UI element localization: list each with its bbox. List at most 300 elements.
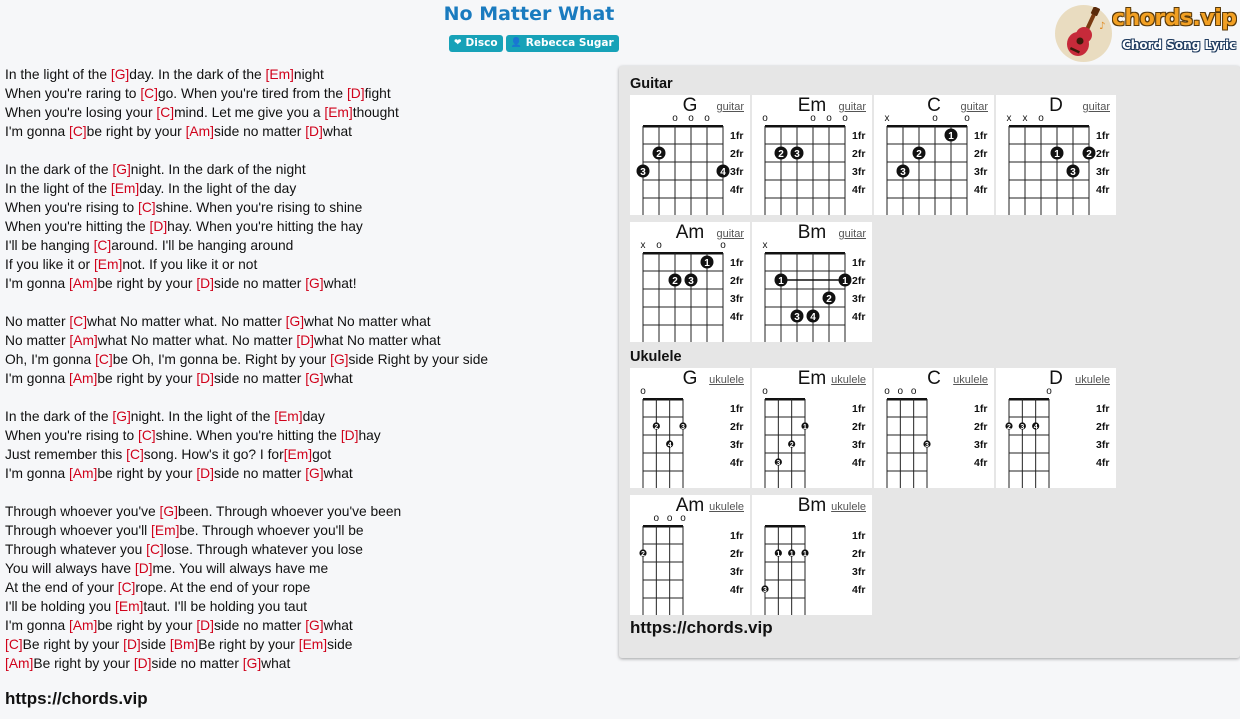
lyric-text: go. When you're tired from the	[157, 86, 347, 101]
instrument-link[interactable]: ukulele	[831, 501, 866, 513]
lyric-text: In the dark of the	[5, 409, 113, 424]
fret-label: 1fr	[974, 130, 988, 142]
instrument-link[interactable]: guitar	[716, 101, 744, 113]
fret-label: 4fr	[852, 311, 866, 323]
open-string-mark: o	[932, 113, 938, 124]
lyric-line	[5, 445, 615, 464]
chord-link[interactable]: [G]	[285, 314, 305, 329]
chord-link[interactable]: [D]	[196, 371, 214, 386]
ukulele-chord-card-am	[630, 495, 750, 615]
lyrics-block	[5, 65, 615, 673]
chord-link[interactable]: [Em]	[298, 637, 328, 652]
instrument-link[interactable]: ukulele	[1075, 374, 1110, 386]
fret-label: 4fr	[852, 184, 866, 196]
lyric-line	[5, 578, 615, 597]
open-string-mark: o	[656, 240, 662, 251]
lyric-text: what!	[323, 276, 357, 291]
open-string-mark: o	[1038, 113, 1044, 124]
artist-badge[interactable]	[506, 35, 619, 52]
lyric-text: night	[293, 67, 324, 82]
chord-link[interactable]: [C]	[138, 428, 156, 443]
finger-number: 3	[776, 459, 781, 467]
lyric-text: mind. Let me give you a	[174, 105, 325, 120]
fret-label: 3fr	[852, 566, 866, 578]
fret-label: 3fr	[1096, 439, 1110, 451]
lyric-text: be right by your	[97, 371, 197, 386]
ukulele-chord-card-em	[752, 368, 872, 488]
chord-link[interactable]: [D]	[196, 276, 214, 291]
lyric-text: In the dark of the	[5, 162, 113, 177]
lyric-text: When you're losing your	[5, 105, 157, 120]
lyric-text: side no matter	[213, 371, 306, 386]
fret-label: 2fr	[730, 275, 744, 287]
fret-label: 2fr	[974, 148, 988, 160]
fret-label: 2fr	[852, 275, 866, 287]
fret-label: 3fr	[730, 566, 744, 578]
lyric-text: what	[323, 466, 353, 481]
lyric-text: side no matter	[151, 656, 243, 671]
finger-number: 2	[672, 276, 678, 287]
chord-link[interactable]: [D]	[296, 333, 315, 348]
chord-link[interactable]: [G]	[305, 618, 324, 633]
fret-label: 4fr	[730, 184, 744, 196]
chord-link[interactable]: [D]	[305, 124, 323, 139]
finger-number: 3	[688, 276, 694, 287]
chord-link[interactable]: [G]	[112, 162, 131, 177]
chord-link[interactable]: [C]	[126, 447, 144, 462]
open-string-mark: o	[666, 513, 673, 524]
fret-label: 2fr	[1096, 148, 1110, 160]
lyric-text: what No matter what. No matter	[87, 314, 286, 329]
chord-link[interactable]: [G]	[305, 276, 324, 291]
fret-label: 3fr	[730, 439, 744, 451]
lyric-text: around. I'll be hanging around	[111, 238, 294, 253]
guitar-chord-card-c	[874, 95, 994, 215]
lyric-text: side no matter	[213, 618, 306, 633]
lyric-line	[5, 464, 615, 483]
chord-name: Em	[797, 368, 827, 389]
chord-link[interactable]: [D]	[196, 618, 214, 633]
site-logo[interactable]	[1054, 3, 1237, 63]
lyric-text: been. Through whoever you've been	[177, 504, 402, 519]
lyric-text: I'm gonna	[5, 124, 69, 139]
lyric-text: be right by your	[86, 124, 186, 139]
chord-link[interactable]: [D]	[340, 428, 359, 443]
user-icon: 👤	[510, 38, 522, 48]
fret-label: 3fr	[852, 439, 866, 451]
lyric-text: be Oh, I'm gonna be. Right by your	[112, 352, 331, 367]
lyric-text: side Right by your side	[348, 352, 489, 367]
finger-number: 3	[763, 586, 767, 594]
lyric-text: day	[302, 409, 325, 424]
chord-name: D	[1049, 95, 1063, 116]
lyric-gap	[5, 388, 615, 407]
open-string-mark: o	[842, 113, 848, 124]
finger-number: 2	[1007, 423, 1011, 431]
lyric-text: When you're raring to	[5, 86, 141, 101]
lyric-text: I'll be holding you	[5, 599, 116, 614]
lyric-line	[5, 312, 615, 331]
chord-link[interactable]: [G]	[330, 352, 349, 367]
lyric-gap	[5, 141, 615, 160]
finger-number: 4	[720, 167, 726, 178]
instrument-link[interactable]: ukulele	[709, 374, 744, 386]
chord-link[interactable]: [C]	[117, 580, 136, 595]
finger-number: 3	[681, 423, 685, 431]
lyric-text: song. How's it go? I for	[143, 447, 284, 462]
chord-link[interactable]: [C]	[69, 314, 88, 329]
chord-link[interactable]: [D]	[149, 219, 168, 234]
instrument-link[interactable]: ukulele	[709, 501, 744, 513]
lyric-line	[5, 559, 615, 578]
chord-link[interactable]: [G]	[159, 504, 178, 519]
ukulele-chord-card-d	[996, 368, 1116, 488]
lyric-text: day. In the light of the day	[139, 181, 297, 196]
lyric-text: When you're rising to	[5, 200, 138, 215]
finger-number: 2	[778, 149, 784, 160]
finger-number: 3	[900, 167, 906, 178]
lyric-text: No matter	[5, 333, 70, 348]
lyric-text: I'm gonna	[5, 276, 69, 291]
lyric-gap	[5, 483, 615, 502]
lyric-text: Oh, I'm gonna	[5, 352, 96, 367]
fret-label: 1fr	[852, 130, 866, 142]
lyric-text: Through whoever you've	[5, 504, 160, 519]
open-string-mark: o	[1046, 386, 1052, 397]
chord-link[interactable]: [Am]	[5, 656, 34, 671]
guitar-chord-card-em	[752, 95, 872, 215]
chord-link[interactable]: [C]	[146, 542, 164, 557]
lyric-text: When you're rising to	[5, 428, 138, 443]
chord-link[interactable]: [C]	[140, 86, 158, 101]
lyric-text: Just remember this	[5, 447, 127, 462]
lyric-text: Be right by your	[22, 637, 124, 652]
finger-number: 4	[810, 312, 816, 323]
muted-string-mark: x	[884, 113, 890, 124]
lyric-text: me. You will always have me	[152, 561, 329, 576]
fret-label: 1fr	[730, 257, 744, 269]
guitar-chord-card-d	[996, 95, 1116, 215]
lyric-line	[5, 236, 615, 255]
fret-label: 2fr	[852, 548, 866, 560]
lyric-text: I'm gonna	[5, 618, 69, 633]
lyric-line	[5, 84, 615, 103]
lyric-text: side	[140, 637, 170, 652]
open-string-mark: o	[762, 113, 768, 124]
lyric-text: what	[322, 124, 353, 139]
lyric-text: be right by your	[97, 618, 197, 633]
lyric-line	[5, 65, 615, 84]
chord-link[interactable]: [Em]	[115, 599, 144, 614]
finger-number: 1	[776, 550, 781, 558]
chord-name: Bm	[797, 495, 827, 516]
muted-string-mark: x	[1022, 113, 1028, 124]
muted-string-mark: x	[1006, 113, 1012, 124]
guitar-icon	[1059, 7, 1109, 59]
instrument-link[interactable]: guitar	[716, 228, 744, 240]
finger-number: 2	[656, 149, 662, 160]
lyric-text: night. In the dark of the night	[130, 162, 306, 177]
chord-link[interactable]: [Em]	[274, 409, 303, 424]
heart-icon: ❤	[454, 38, 462, 48]
logo-tagline: Chord Song Lyric	[1122, 38, 1237, 52]
lyric-text: what	[323, 618, 353, 633]
fret-label: 4fr	[730, 584, 744, 596]
lyric-line	[5, 521, 615, 540]
fret-label: 3fr	[974, 166, 988, 178]
genre-badge[interactable]	[449, 35, 503, 52]
open-string-mark: o	[910, 386, 917, 397]
fret-label: 1fr	[974, 403, 988, 415]
chord-link[interactable]: [G]	[305, 466, 324, 481]
lyric-text: side no matter	[213, 466, 306, 481]
fret-label: 3fr	[730, 293, 744, 305]
chord-link[interactable]: [Am]	[185, 124, 214, 139]
open-string-mark: o	[680, 513, 686, 524]
fret-label: 2fr	[730, 421, 744, 433]
chord-link[interactable]: [Am]	[69, 466, 98, 481]
song-title: No Matter What	[443, 3, 615, 25]
chord-link[interactable]: [Am]	[69, 333, 98, 348]
fret-label: 3fr	[1096, 166, 1110, 178]
chord-link[interactable]: [Bm]	[169, 637, 199, 652]
ukulele-chord-card-c	[874, 368, 994, 488]
lyric-text: fight	[364, 86, 391, 101]
finger-number: 1	[948, 131, 954, 142]
lyric-text: what No matter what	[304, 314, 431, 329]
finger-number: 1	[778, 276, 784, 287]
chord-name: C	[927, 368, 941, 389]
open-string-mark: o	[704, 113, 710, 124]
chord-link[interactable]: [Em]	[151, 523, 180, 538]
open-string-mark: o	[688, 113, 694, 124]
artist-label: Rebecca Sugar	[525, 37, 614, 49]
lyric-text: be right by your	[97, 276, 197, 291]
fret-label: 4fr	[1096, 457, 1110, 469]
chord-link[interactable]: [C]	[93, 238, 112, 253]
chord-link[interactable]: [D]	[134, 561, 153, 576]
lyric-text: rope. At the end of your rope	[135, 580, 311, 595]
fret-label: 4fr	[852, 584, 866, 596]
lyric-text: taut. I'll be holding you taut	[143, 599, 308, 614]
fret-label: 1fr	[730, 130, 744, 142]
lyric-text: night. In the light of the	[130, 409, 275, 424]
ukulele-chord-card-g	[630, 368, 750, 488]
open-string-mark: o	[672, 113, 678, 124]
open-string-mark: o	[884, 386, 890, 397]
finger-number: 1	[704, 258, 710, 269]
fret-label: 1fr	[730, 403, 744, 415]
lyric-text: hay	[358, 428, 381, 443]
lyric-text: Be right by your	[33, 656, 134, 671]
muted-string-mark: x	[640, 240, 646, 251]
fret-label: 3fr	[852, 293, 866, 305]
chord-link[interactable]: [D]	[196, 466, 214, 481]
finger-number: 1	[842, 276, 848, 287]
instrument-link[interactable]: guitar	[838, 228, 866, 240]
lyric-line	[5, 407, 615, 426]
panel-url[interactable]: https://chords.vip	[630, 618, 773, 637]
lyric-text: what No matter what	[314, 333, 441, 348]
open-string-mark: o	[762, 386, 768, 397]
finger-number: 2	[916, 149, 922, 160]
finger-number: 1	[789, 550, 794, 558]
lyric-text: Be right by your	[198, 637, 299, 652]
chord-link[interactable]: [D]	[346, 86, 365, 101]
chord-name: Bm	[797, 222, 827, 243]
lyric-text: hay. When you're hitting the hay	[167, 219, 363, 234]
lyric-text: I'll be hanging	[5, 238, 94, 253]
chord-link[interactable]: [Em]	[265, 67, 294, 82]
lyric-text: got	[312, 447, 332, 462]
ukulele-chord-card-bm	[752, 495, 872, 615]
lyric-line	[5, 540, 615, 559]
fret-label: 4fr	[852, 457, 866, 469]
instrument-link[interactable]: ukulele	[831, 374, 866, 386]
lyric-text: side no matter	[213, 124, 306, 139]
lyric-line	[5, 369, 615, 388]
open-string-mark: o	[810, 113, 816, 124]
open-string-mark: o	[640, 386, 646, 397]
lyric-line	[5, 255, 615, 274]
muted-string-mark: x	[762, 240, 768, 251]
lyric-text: At the end of your	[5, 580, 118, 595]
chord-name: G	[682, 95, 698, 116]
chord-link[interactable]: [Em]	[93, 257, 123, 272]
chord-link[interactable]: [G]	[110, 67, 130, 82]
lyric-text: Through whatever you	[5, 542, 147, 557]
fret-label: 2fr	[852, 421, 866, 433]
svg-text:♪: ♪	[1099, 21, 1106, 32]
lyric-text: When you're hitting the	[5, 219, 150, 234]
lyric-text: what No matter what. No matter	[97, 333, 297, 348]
fret-label: 3fr	[974, 439, 988, 451]
guitar-heading: Guitar	[630, 76, 673, 92]
lyric-line	[5, 616, 615, 635]
finger-number: 3	[640, 167, 646, 178]
chord-name: Am	[675, 495, 705, 516]
open-string-mark: o	[897, 386, 904, 397]
instrument-link[interactable]: ukulele	[953, 374, 988, 386]
finger-number: 2	[641, 550, 645, 558]
chord-link[interactable]: [C]	[69, 124, 87, 139]
lyric-line	[5, 160, 615, 179]
open-string-mark: o	[653, 513, 660, 524]
chord-name: G	[682, 368, 698, 389]
lyric-text: not. If you like it or not	[122, 257, 258, 272]
chord-name: Am	[675, 222, 705, 243]
chord-link[interactable]: [G]	[305, 371, 324, 386]
lyric-text: lose. Through whatever you lose	[163, 542, 363, 557]
fret-label: 2fr	[974, 421, 988, 433]
fret-label: 4fr	[730, 311, 744, 323]
finger-number: 1	[1054, 149, 1060, 160]
guitar-chord-card-bm	[752, 222, 872, 342]
lyric-line	[5, 350, 615, 369]
instrument-link[interactable]: guitar	[838, 101, 866, 113]
lyric-text: what	[261, 656, 291, 671]
chord-link[interactable]: [C]	[5, 637, 23, 652]
lyric-text: I'm gonna	[5, 371, 69, 386]
genre-label: Disco	[465, 37, 498, 49]
finger-number: 3	[1070, 167, 1076, 178]
fret-label: 4fr	[974, 184, 988, 196]
chord-link[interactable]: [C]	[156, 105, 175, 120]
lyric-text: In the light of the	[5, 67, 111, 82]
fret-label: 3fr	[730, 166, 744, 178]
lyric-line	[5, 331, 615, 350]
chord-link[interactable]: [Am]	[69, 371, 98, 386]
lyric-text: shine. When you're rising to shine	[155, 200, 363, 215]
lyric-line	[5, 502, 615, 521]
ukulele-heading: Ukulele	[630, 349, 682, 365]
lyric-text: You will always have	[5, 561, 135, 576]
lyric-text: side	[327, 637, 353, 652]
lyric-gap	[5, 293, 615, 312]
lyric-text: I'm gonna	[5, 466, 69, 481]
instrument-link[interactable]: guitar	[1082, 101, 1110, 113]
footer-url[interactable]: https://chords.vip	[5, 689, 148, 708]
lyric-text: thought	[352, 105, 399, 120]
fret-label: 2fr	[730, 548, 744, 560]
lyric-text: day. In the dark of the	[129, 67, 266, 82]
chord-link[interactable]: [D]	[123, 637, 141, 652]
lyric-line	[5, 274, 615, 293]
chord-link[interactable]: [Em]	[110, 181, 140, 196]
finger-number: 2	[789, 441, 794, 449]
lyric-text: No matter	[5, 314, 70, 329]
fret-label: 1fr	[1096, 403, 1110, 415]
instrument-link[interactable]: guitar	[960, 101, 988, 113]
lyric-text: If you like it or	[5, 257, 94, 272]
lyric-line	[5, 198, 615, 217]
fret-label: 1fr	[730, 530, 744, 542]
chord-link[interactable]: [Em]	[283, 447, 313, 462]
finger-number: 4	[667, 441, 672, 449]
chord-link[interactable]: [Am]	[69, 618, 98, 633]
lyric-line	[5, 635, 615, 654]
lyric-line	[5, 122, 615, 141]
finger-number: 2	[1086, 149, 1092, 160]
fret-label: 1fr	[852, 403, 866, 415]
fret-label: 2fr	[852, 148, 866, 160]
lyric-line	[5, 179, 615, 198]
chord-name: D	[1049, 368, 1063, 389]
fret-label: 4fr	[1096, 184, 1110, 196]
lyric-text: In the light of the	[5, 181, 111, 196]
finger-number: 1	[803, 423, 807, 431]
chord-link[interactable]: [G]	[112, 409, 131, 424]
fret-label: 4fr	[730, 457, 744, 469]
lyric-line	[5, 217, 615, 236]
chord-link[interactable]: [D]	[133, 656, 152, 671]
fret-label: 2fr	[730, 148, 744, 160]
lyric-line	[5, 426, 615, 445]
lyric-text: side no matter	[213, 276, 306, 291]
chord-link[interactable]: [C]	[138, 200, 156, 215]
logo-brand-text: chords.vip	[1112, 6, 1237, 31]
chord-link[interactable]: [Am]	[69, 276, 98, 291]
lyric-text: be. Through whoever you'll be	[179, 523, 364, 538]
lyric-line	[5, 654, 615, 673]
lyric-text: Through whoever you'll	[5, 523, 152, 538]
chord-link[interactable]: [Em]	[324, 105, 353, 120]
chord-link[interactable]: [G]	[242, 656, 262, 671]
chord-name: Em	[797, 95, 827, 116]
finger-number: 4	[1033, 423, 1038, 431]
chord-link[interactable]: [C]	[95, 352, 113, 367]
finger-number: 3	[794, 149, 800, 160]
